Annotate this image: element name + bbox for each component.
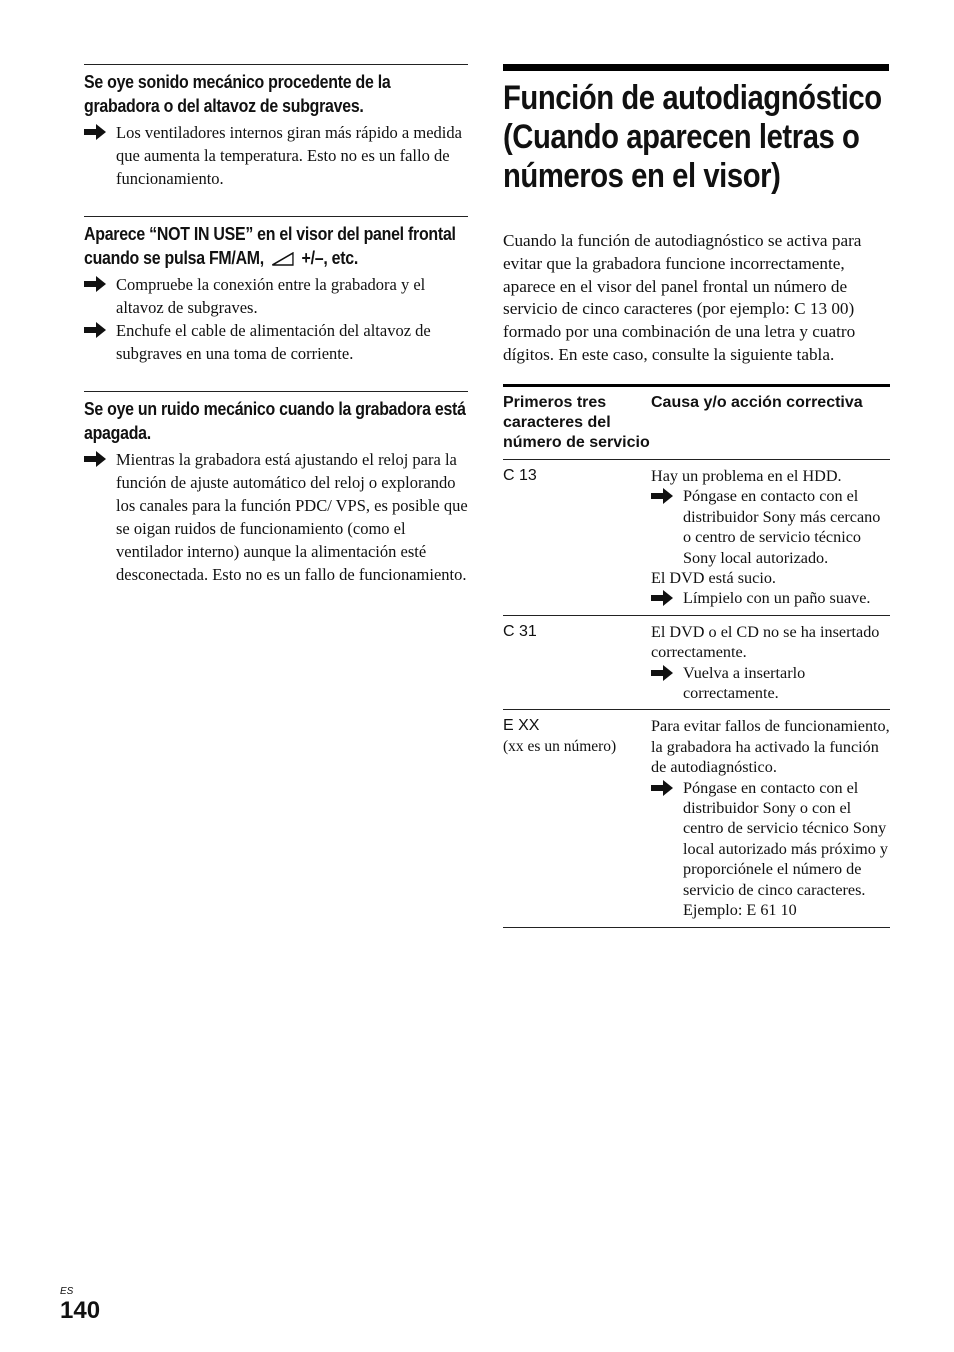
table-row: [503, 459, 890, 615]
column-header-code: Primeros tres caracteres del número de servicio: [503, 393, 650, 451]
corrective-action: Límpielo con un paño suave.: [651, 588, 890, 608]
left-column: [84, 64, 468, 612]
list-item: Mientras la grabadora está ajustando el reloj para la función de ajuste automático del reloj o explorando los canales para la función PDC/ VPS, es posible que se oigan ruidos de funcionamiento (como el ventilador interno) aunque la alimentación esté desconectada. Esto no es un fallo de funcionamiento.: [84, 448, 468, 586]
cause-text: Para evitar fallos de funcionamiento, la grabadora ha activado la función de autodiagnóstico.: [651, 717, 890, 777]
right-arrow-icon: [84, 320, 106, 340]
service-code: E XX: [503, 717, 540, 735]
cause-text: El DVD está sucio.: [651, 569, 776, 587]
action-example: Ejemplo: E 61 10: [683, 901, 797, 920]
right-arrow-icon: [84, 122, 106, 142]
intro-paragraph: Cuando la función de autodiagnóstico se activa para evitar que la grabadora funcione incorrectamente, aparece en el visor del panel frontal un número de servicio de cinco caracteres (por ejemplo: C 13 00) formado por una combinación de una letra y cuatro dígitos. En este caso, consulte la siguiente tabla.: [503, 231, 862, 364]
diagnostic-table: [503, 384, 890, 928]
corrective-action: Vuelva a insertarlo correctamente.: [651, 663, 890, 704]
section-heading: Se oye sonido mecánico procedente de la grabadora o del altavoz de subgraves.: [84, 71, 391, 116]
page-title: Función de autodiagnóstico (Cuando aparecen letras o números en el visor): [503, 79, 882, 195]
section-not-in-use: [84, 216, 468, 365]
service-code-note: (xx es un número): [503, 737, 617, 755]
volume-triangle-icon: [272, 252, 294, 266]
cause-text: Hay un problema en el HDD.: [651, 466, 842, 485]
service-code-cell: [503, 710, 651, 927]
page-footer: [60, 1286, 100, 1324]
service-code: C 13: [503, 466, 537, 484]
list-item: Compruebe la conexión entre la grabadora y el altavoz de subgraves.: [84, 273, 468, 319]
corrective-action: Póngase en contacto con el distribuidor Sony más cercano o centro de servicio técnico Sony local autorizado.: [651, 486, 890, 568]
list-item: Los ventiladores internos giran más rápido a medida que aumenta la temperatura. Esto no es un fallo de funcionamiento.: [84, 121, 468, 190]
action-cell: [651, 710, 890, 927]
language-code: ES: [60, 1286, 74, 1297]
service-code-cell: [503, 459, 651, 615]
service-code-cell: [503, 615, 651, 710]
right-arrow-icon: [651, 588, 673, 608]
page-number: 140: [60, 1297, 101, 1324]
right-arrow-icon: [84, 449, 106, 469]
action-cell: [651, 459, 890, 615]
service-code: C 31: [503, 622, 537, 640]
section-heading: Se oye un ruido mecánico cuando la grabadora está apagada.: [84, 398, 466, 443]
right-arrow-icon: [84, 274, 106, 294]
table-row: [503, 710, 890, 927]
right-arrow-icon: [651, 486, 673, 506]
right-arrow-icon: [651, 778, 673, 798]
corrective-action: Póngase en contacto con el distribuidor Sony o con el centro de servicio técnico Sony local autorizado más próximo y proporciónele el número de servicio de cinco caracteres.: [651, 778, 890, 900]
section-heading: Aparece “NOT IN USE” en el visor del panel frontal cuando se pulsa FM/AM, +/–, etc.: [84, 223, 456, 268]
action-cell: [651, 615, 890, 710]
column-header-action: Causa y/o acción correctiva: [651, 393, 863, 411]
title-rule: [503, 64, 889, 71]
cause-text: El DVD o el CD no se ha insertado correctamente.: [651, 622, 880, 662]
section-mechanical-sound: [84, 64, 468, 190]
right-arrow-icon: [651, 663, 673, 683]
right-column: [503, 64, 890, 928]
table-row: [503, 615, 890, 710]
section-noise-when-off: [84, 391, 468, 586]
list-item: Enchufe el cable de alimentación del altavoz de subgraves en una toma de corriente.: [84, 319, 468, 365]
table-header-row: [503, 385, 890, 459]
